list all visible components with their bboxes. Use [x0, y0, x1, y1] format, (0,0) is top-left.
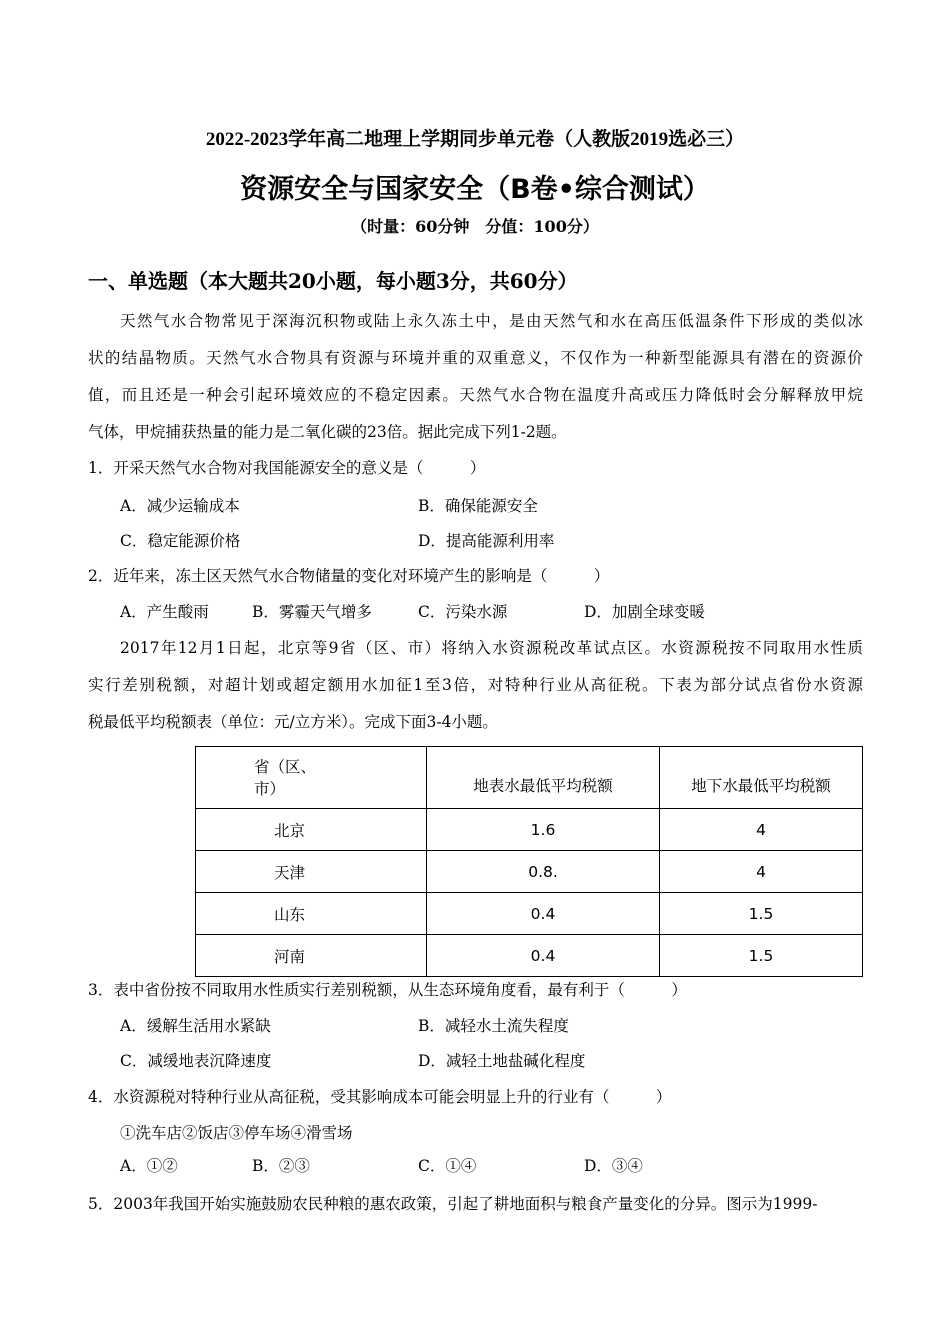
question-3: 3．表中省份按不同取用水性质实行差别税额，从生态环境角度看，最有利于（ ）	[88, 981, 687, 999]
option: A．①②	[120, 1157, 178, 1175]
option: C．①④	[418, 1157, 477, 1175]
option: C．减缓地表沉降速度	[120, 1052, 272, 1070]
option: A．缓解生活用水紧缺	[120, 1017, 271, 1035]
table-cell: 0.4	[427, 935, 660, 977]
option: C．稳定能源价格	[120, 532, 241, 550]
passage-1-line: 值，而且还是一种会引起环境效应的不稳定因素。天然气水合物在温度升高或压力降低时会分解释放甲烷	[88, 386, 863, 404]
passage-1-line: 状的结晶物质。天然气水合物具有资源与环境并重的双重意义，不仅作为一种新型能源具有潜在的资源价	[88, 349, 863, 367]
table-header-row	[196, 747, 863, 809]
option: B．②③	[252, 1157, 310, 1175]
option: B．确保能源安全	[418, 497, 538, 515]
table-row	[196, 809, 863, 851]
table-row	[196, 851, 863, 893]
passage-1-line: 天然气水合物常见于深海沉积物或陆上永久冻土中，是由天然气和水在高压低温条件下形成的类似冰	[120, 312, 863, 330]
section-title: 一、单选题（本大题共20小题，每小题3分，共60分）	[88, 269, 578, 293]
option: D．③④	[584, 1157, 643, 1175]
header-line: 省（区、	[254, 758, 317, 776]
table-cell: 0.4	[427, 893, 660, 935]
header-line: 市）	[254, 780, 286, 798]
table-cell: 4	[660, 851, 863, 893]
table-header-cell: 地表水最低平均税额	[427, 747, 660, 809]
table-cell: 4	[660, 809, 863, 851]
passage-1-line: 气体，甲烷捕获热量的能力是二氧化碳的23倍。据此完成下列1-2题。	[88, 423, 567, 441]
question-2: 2．近年来，冻土区天然气水合物储量的变化对环境产生的影响是（ ）	[88, 567, 610, 585]
option: D．减轻土地盐碱化程度	[418, 1052, 586, 1070]
table-cell: 0.8.	[427, 851, 660, 893]
series-title: 2022-2023学年高二地理上学期同步单元卷（人教版2019选必三）	[205, 129, 745, 150]
option: D．提高能源利用率	[418, 532, 555, 550]
table-cell: 北京	[196, 809, 427, 851]
passage-2-line: 实行差别税额，对超计划或超定额用水加征1至3倍，对特种行业从高征税。下表为部分试点省份水资源	[88, 676, 863, 694]
question-4-items: ①洗车店②饭店③停车场④滑雪场	[120, 1124, 353, 1142]
option: A．减少运输成本	[120, 497, 240, 515]
passage-2-line: 2017年12月1日起，北京等9省（区、市）将纳入水资源税改革试点区。水资源税按不同取用水性质	[120, 639, 863, 657]
option: C．污染水源	[418, 603, 508, 621]
question-4: 4．水资源税对特种行业从高征税，受其影响成本可能会明显上升的行业有（ ）	[88, 1088, 672, 1106]
question-5: 5．2003年我国开始实施鼓励农民种粮的惠农政策，引起了耕地面积与粮食产量变化的分异。图示为1999-	[88, 1195, 818, 1213]
option: B．减轻水土流失程度	[418, 1017, 569, 1035]
option: B．雾霾天气增多	[252, 603, 372, 621]
table-cell: 1.5	[660, 893, 863, 935]
page-title: 资源安全与国家安全（B卷•综合测试）	[240, 174, 710, 205]
table-header-cell: 地下水最低平均税额	[660, 747, 863, 809]
option: A．产生酸雨	[120, 603, 209, 621]
table-cell: 河南	[196, 935, 427, 977]
table-cell: 1.5	[660, 935, 863, 977]
table-cell: 山东	[196, 893, 427, 935]
table-header-cell	[196, 747, 427, 809]
option: D．加剧全球变暖	[584, 603, 705, 621]
question-1: 1．开采天然气水合物对我国能源安全的意义是（ ）	[88, 459, 486, 477]
table-cell: 1.6	[427, 809, 660, 851]
table-cell: 天津	[196, 851, 427, 893]
passage-2-line: 税最低平均税额表（单位：元/立方米）。完成下面3-4小题。	[88, 713, 498, 731]
water-tax-table	[195, 746, 863, 977]
table-row	[196, 935, 863, 977]
table-row	[196, 893, 863, 935]
exam-info: （时量：60分钟 分值：100分）	[351, 217, 599, 236]
